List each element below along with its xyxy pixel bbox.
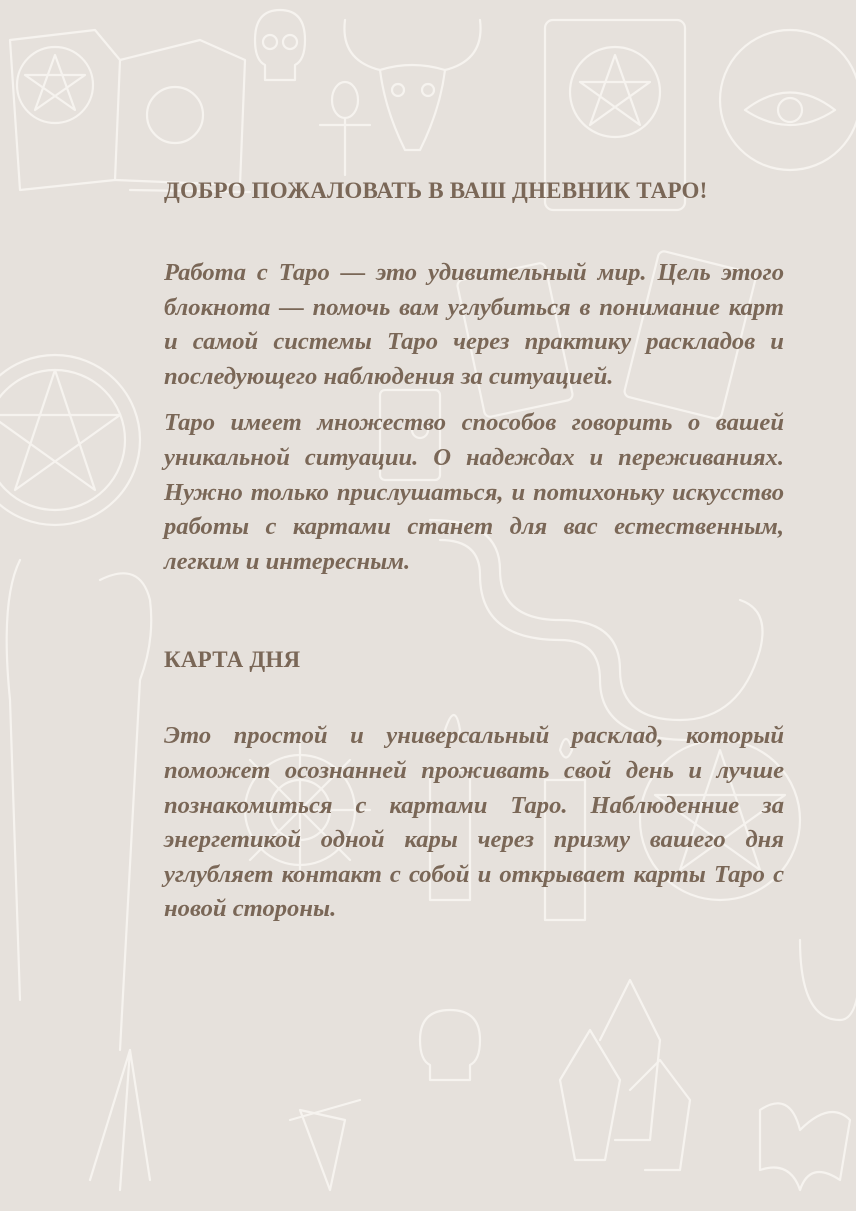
dagger-icon: [290, 1100, 360, 1190]
crystal-icon: [560, 980, 690, 1170]
card-of-day-title: КАРТА ДНЯ: [164, 647, 301, 673]
skull-icon-2: [420, 1010, 480, 1080]
welcome-paragraph-1: Работа с Таро — это удивительный мир. Цель этого блокнота — помочь вам углубиться в понимание карт и самой системы Таро через практику раскладов и последующего наблюдения за ситуацией.: [164, 259, 784, 390]
ram-skull-icon: [344, 20, 480, 150]
welcome-paragraph-2: Таро имеет множество способов говорить о вашей уникальной ситуации. О надеждах и переживаниях. Нужно только прислушаться, и потихоньку искусство работы с картами станет для вас естественным, легким и интересным.: [164, 409, 784, 575]
page-content: [164, 178, 784, 927]
cauldron-icon: [800, 940, 856, 1020]
bat-icon: [760, 1103, 850, 1190]
open-book-icon: [10, 30, 250, 192]
welcome-title: ДОБРО ПОЖАЛОВАТЬ В ВАШ ДНЕВНИК ТАРО!: [164, 178, 708, 203]
ankh-icon: [320, 82, 370, 175]
skull-icon: [255, 10, 305, 80]
pentagram-circle-icon: [0, 355, 140, 525]
card-of-day-paragraph: Это простой и универсальный расклад, который поможет осознанней проживать свой день и лучше познакомиться с картами Таро. Наблюденние за энергетикой одной кары через призму вашего дня углубляет контакт с собой и открывает карты Таро с новой стороны.: [164, 722, 784, 923]
eye-icon: [720, 30, 856, 170]
staff-icon: [7, 560, 152, 1190]
